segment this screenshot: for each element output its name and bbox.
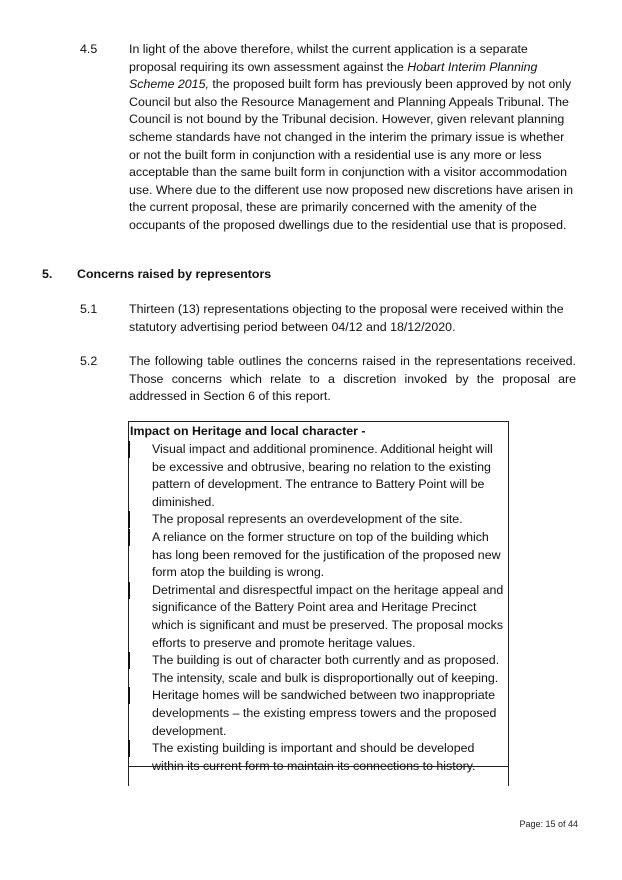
bullet-icon xyxy=(128,740,130,757)
concern-text: The existing building is important and should be developed within its current form to maintain its connections to history. xyxy=(152,741,476,773)
concern-text: The building is out of character both currently and as proposed. The intensity, scale and bulk is disproportionally out of keeping. xyxy=(152,653,500,685)
section-number: 5. xyxy=(42,267,53,281)
bullet-icon xyxy=(128,582,130,599)
concern-text: A reliance on the former structure on top of the building which has long been removed for the justification of the proposed new form atop the building is wrong. xyxy=(152,529,501,580)
paragraph-5-1: Thirteen (13) representations objecting to the proposal were received within the statutory advertising period between 04/12 and 18/12/2020. xyxy=(129,302,564,334)
list-item xyxy=(129,582,508,652)
concern-text: The proposal represents an overdevelopment of the site. xyxy=(152,512,463,527)
concern-text: Visual impact and additional prominence. Additional height will be excessive and obtrusive, bearing no relation to the existing pattern of development. The entrance to Battery Point will be diminished. xyxy=(152,442,493,509)
paragraph-4-5-text-a: In light of the above therefore, whilst the current application is a separate proposal requiring its own assessment against the xyxy=(129,42,528,74)
concerns-table xyxy=(128,421,509,786)
paragraph-4-5 xyxy=(129,41,576,235)
paragraph-4-5-text-b: the proposed built form has previously been approved by not only Council but also the Resource Management and Planning Appeals Tribunal. The Council is not bound by the Tribunal decision. However, given relevant planning scheme standards have not changed in the interim the primary issue is whether or not the built form in conjunction with a residential use is any more or less acceptable than the same built form in conjunction with a visitor accommodation use. Where due to the different use now proposed new discretions have arisen in the current proposal, these are primarily concerned with the amenity of the occupants of the proposed dwellings due to the residential use that is proposed. xyxy=(129,77,574,232)
paragraph-5-2: The following table outlines the concerns raised in the representations received. Those concerns which relate to a discretion invoked by the proposal are addressed in Section 6 of this report. xyxy=(129,354,576,404)
list-item xyxy=(129,529,508,582)
list-item xyxy=(129,740,508,775)
bullet-icon xyxy=(128,652,130,669)
bullet-icon xyxy=(128,511,130,528)
bullet-icon xyxy=(128,687,130,704)
bullet-icon xyxy=(128,441,130,458)
page-number: Page: 15 of 44 xyxy=(519,819,578,829)
bullet-icon xyxy=(128,529,130,546)
section-title: Concerns raised by representors xyxy=(77,267,272,281)
paragraph-number: 5.1 xyxy=(80,302,98,316)
concerns-list xyxy=(129,441,508,775)
concern-text: Detrimental and disrespectful impact on the heritage appeal and significance of the Battery Point area and Heritage Precinct which is significant and must be preserved. The proposal mocks efforts to preserve and promote heritage values. xyxy=(152,582,504,650)
list-item xyxy=(129,441,508,511)
table-row-divider xyxy=(129,766,508,767)
paragraph-number: 5.2 xyxy=(80,354,98,368)
paragraph-number: 4.5 xyxy=(80,42,98,56)
list-item xyxy=(129,511,508,529)
table-heading: Impact on Heritage and local character - xyxy=(130,424,366,438)
list-item xyxy=(129,687,508,740)
concern-text: Heritage homes will be sandwiched between two inappropriate developments – the existing empress towers and the proposed development. xyxy=(152,688,497,738)
list-item xyxy=(129,652,508,687)
scheme-title: Hobart Interim Planning Scheme 2015, xyxy=(129,59,538,92)
